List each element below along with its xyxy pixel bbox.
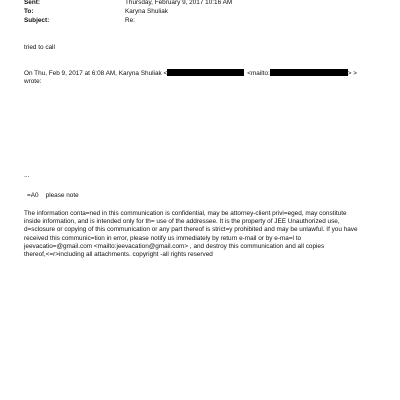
quote-wrote: wrote: <box>24 78 42 85</box>
disclaimer-line: d=sclosure or copying of this communication or any part thereof is strict=y prohibited and may be unlawful. If you have <box>24 226 358 234</box>
quote-intro <box>24 69 357 78</box>
quote-mailto-text: <mailto: <box>247 70 270 77</box>
disclaimer-line: jeevacatio=@gmail.com <mailto:jeevacation@gmail.com> , and destroy this communication and all copies <box>24 242 325 250</box>
disclaimer-line: inside information, and is intended only for th= use of the addressee. It is the property of JEE Unauthorized use, <box>24 218 340 226</box>
subject-label: Subject: <box>24 17 50 24</box>
signature-line: =A0 please note <box>27 192 79 199</box>
disclaimer-line: thereof,<=r>including all attachments. copyright -all rights reserved <box>24 251 213 259</box>
redaction-bar <box>167 69 244 76</box>
disclaimer-line: received this communic=tion in error, please notify us immediately by return e-mail or by e-ma=l to <box>24 234 302 242</box>
to-value: Karyna Shuliak <box>125 8 168 15</box>
quote-intro-close: > > <box>347 70 358 77</box>
sent-value: Thursday, February 9, 2017 10:16 AM <box>125 0 233 6</box>
message-text: tried to call <box>24 44 55 51</box>
to-label: To: <box>24 8 34 15</box>
ellipsis-text: ... <box>24 172 30 179</box>
disclaimer-paragraph <box>24 210 380 259</box>
disclaimer-line: The information conta=ned in this communication is confidential, may be attorney-client privi=eged, may constitute <box>24 210 347 217</box>
quote-intro-text: On Thu, Feb 9, 2017 at 6:08 AM, Karyna Shuliak < <box>24 70 168 77</box>
subject-value: Re: <box>125 17 135 24</box>
redaction-bar <box>270 69 348 76</box>
sent-label: Sent: <box>24 0 40 6</box>
